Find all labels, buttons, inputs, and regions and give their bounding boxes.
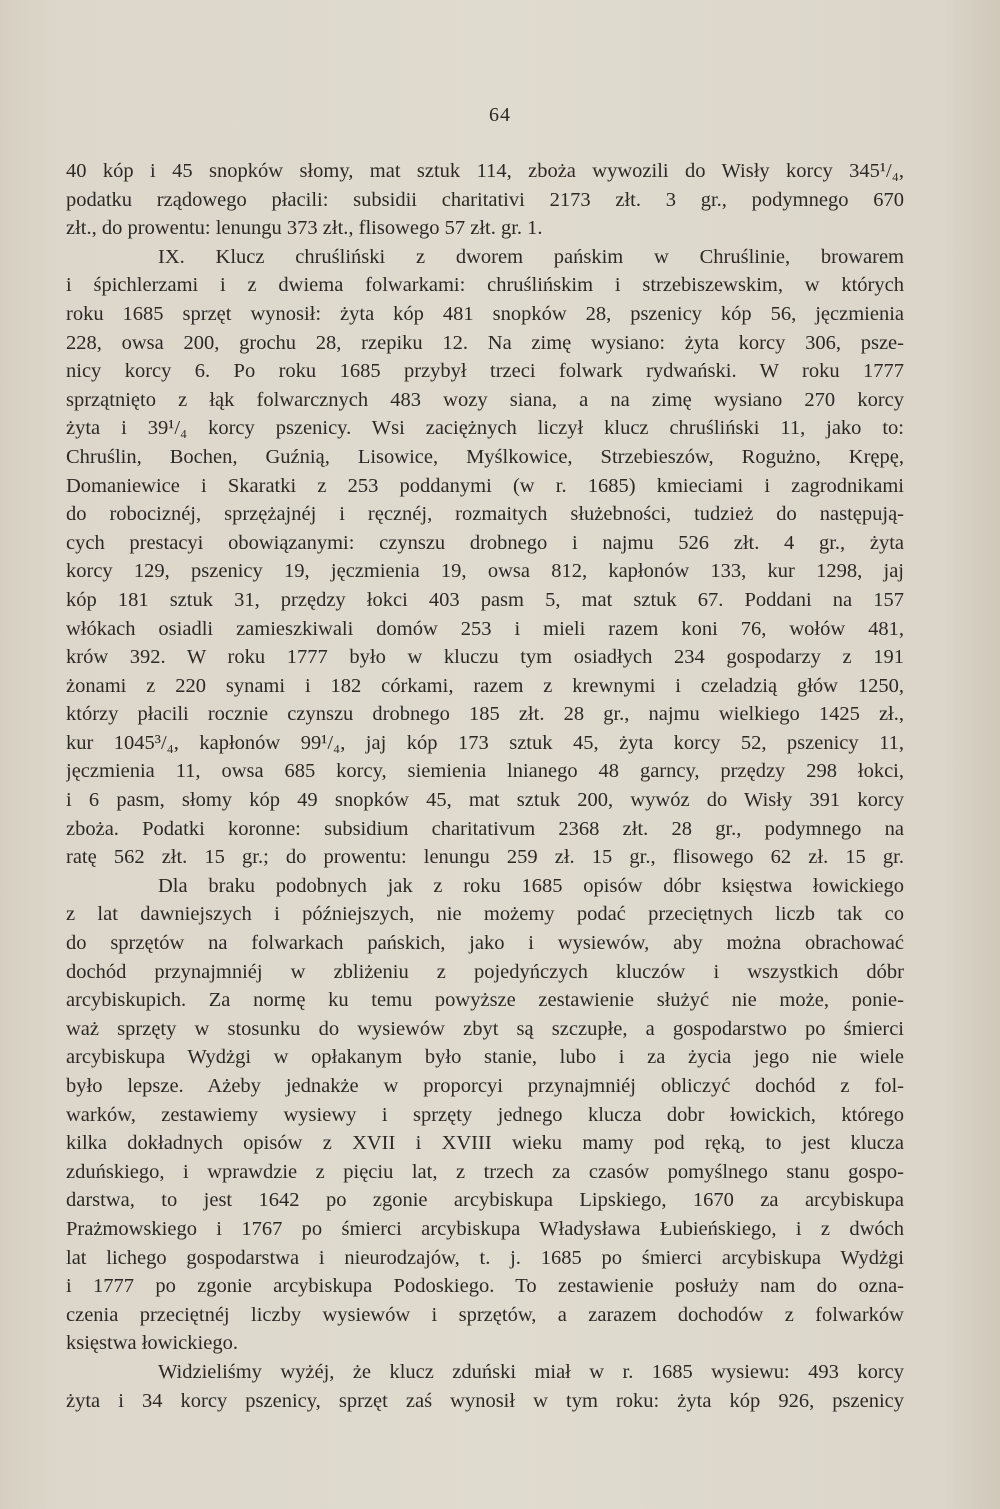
text-line: waż sprzęty w stosunku do wysiewów zbyt są szczupłe, a gospodarstwo po śmierci [66,1017,904,1040]
text-line: jęczmienia 11, owsa 685 korcy, siemienia lnianego 48 garncy, przędzy 298 łokci, [66,760,904,783]
text-line: warków, zestawiemy wysiewy i sprzęty jednego klucza dobr łowickich, którego [66,1103,904,1126]
text-line: arcybiskupich. Za normę ku temu powyższe zestawienie służyć nie może, ponie- [66,989,904,1012]
text-line: IX. Klucz chruśliński z dworem pańskim w Chruślinie, browarem [158,245,904,268]
text-line: darstwa, to jest 1642 po zgonie arcybiskupa Lipskiego, 1670 za arcybiskupa [66,1189,904,1212]
text-line: Widzieliśmy wyżéj, że klucz zduński miał w r. 1685 wysiewu: 493 korcy [158,1360,904,1383]
text-line: z lat dawniejszych i późniejszych, nie możemy podać przeciętnych liczb tak co [66,903,904,926]
body-text [66,157,904,1415]
text-line: do sprzętów na folwarkach pańskich, jako i wysiewów, aby można obrachować [66,932,904,955]
text-line: złt., do prowentu: lenungu 373 złt., flisowego 57 złt. gr. 1. [66,217,543,240]
text-line: Dla braku podobnych jak z roku 1685 opisów dóbr księstwa łowickiego [158,874,904,897]
text-line: 228, owsa 200, grochu 28, rzepiku 12. Na zimę wysiano: żyta korcy 306, psze- [66,331,904,354]
text-line: i 6 pasm, słomy kóp 49 snopków 45, mat sztuk 200, wywóz do Wisły 391 korcy [66,789,904,812]
text-line: dochód przynajmniéj w zbliżeniu z pojedyńczych kluczów i wszystkich dóbr [66,960,904,983]
text-line: podatku rządowego płacili: subsidii charitativi 2173 złt. 3 gr., podymnego 670 [66,188,904,211]
text-line: do robociznéj, sprzężajnéj i ręcznéj, rozmaitych służebności, tudzież do następują- [66,503,904,526]
text-line: było lepsze. Ażeby jednakże w proporcyi przynajmniéj obliczyć dochód z fol- [66,1075,904,1097]
text-line: roku 1685 sprzęt wynosił: żyta kóp 481 snopków 28, pszenicy kóp 56, jęczmienia [66,302,904,325]
text-line: krów 392. W roku 1777 było w kluczu tym osiadłych 234 gospodarzy z 191 [66,646,904,669]
text-line: korcy 129, pszenicy 19, jęczmienia 19, owsa 812, kapłonów 133, kur 1298, jaj [66,560,904,583]
text-line: włókach osiadli zamieszkiwali domów 253 i mieli razem koni 76, wołów 481, [66,617,904,640]
text-line: Prażmowskiego i 1767 po śmierci arcybiskupa Władysława Łubieńskiego, i z dwóch [66,1217,904,1240]
text-line: cych prestacyi obowiązanymi: czynszu drobnego i najmu 526 złt. 4 gr., żyta [66,531,904,554]
text-line: zboża. Podatki koronne: subsidium charitativum 2368 złt. 28 gr., podymnego na [66,817,904,840]
text-line: żyta i 39¹/₄ korcy pszenicy. Wsi zaciężnych liczył klucz chruśliński 11, jako to: [66,417,904,440]
text-line: zduńskiego, i wprawdzie z pięciu lat, z trzech za czasów pomyślnego stanu gospo- [66,1160,904,1183]
text-line: nicy korcy 6. Po roku 1685 przybył trzeci folwark rydwański. W roku 1777 [66,360,904,383]
text-line: kur 1045³/₄, kapłonów 99¹/₄, jaj kóp 173 sztuk 45, żyta korcy 52, pszenicy 11, [66,731,904,754]
text-line: i śpichlerzami i z dwiema folwarkami: chruślińskim i strzebiszewskim, w których [66,274,904,297]
text-line: księstwa łowickiego. [66,1332,238,1355]
text-line: kóp 181 sztuk 31, przędzy łokci 403 pasm 5, mat sztuk 67. Poddani na 157 [66,588,904,611]
text-line: żonami z 220 synami i 182 córkami, razem z krewnymi i czeladzią głów 1250, [66,674,904,697]
text-line: arcybiskupa Wydżgi w opłakanym było stanie, lubo i za życia jego nie wiele [66,1046,904,1069]
text-line: ratę 562 złt. 15 gr.; do prowentu: lenungu 259 zł. 15 gr., flisowego 62 zł. 15 gr. [66,846,904,869]
text-line: kilka dokładnych opisów z XVII i XVIII wieku mamy pod ręką, to jest klucza [66,1132,904,1155]
page-number: 64 [489,104,511,126]
text-line: i 1777 po zgonie arcybiskupa Podoskiego. To zestawienie posłuży nam do ozna- [66,1275,904,1298]
text-line: którzy płacili rocznie czynszu drobnego 185 złt. 28 gr., najmu wielkiego 1425 zł., [66,703,904,726]
text-line: czenia przeciętnéj liczby wysiewów i sprzętów, a zarazem dochodów z folwarków [66,1303,904,1326]
text-line: 40 kóp i 45 snopków słomy, mat sztuk 114, zboża wywozili do Wisły korcy 345¹/₄, [66,160,904,182]
text-line: Domaniewice i Skaratki z 253 poddanymi (w r. 1685) kmieciami i zagrodnikami [66,474,904,497]
text-line: lat lichego gospodarstwa i nieurodzajów, t. j. 1685 po śmierci arcybiskupa Wydżgi [66,1246,904,1269]
text-line: żyta i 34 korcy pszenicy, sprzęt zaś wynosił w tym roku: żyta kóp 926, pszenicy [66,1389,904,1412]
text-line: sprzątnięto z łąk folwarcznych 483 wozy siana, a na zimę wysiano 270 korcy [66,388,904,411]
text-line: Chruślin, Bochen, Guźnią, Lisowice, Myślkowice, Strzebieszów, Rogużno, Krępę, [66,445,904,468]
